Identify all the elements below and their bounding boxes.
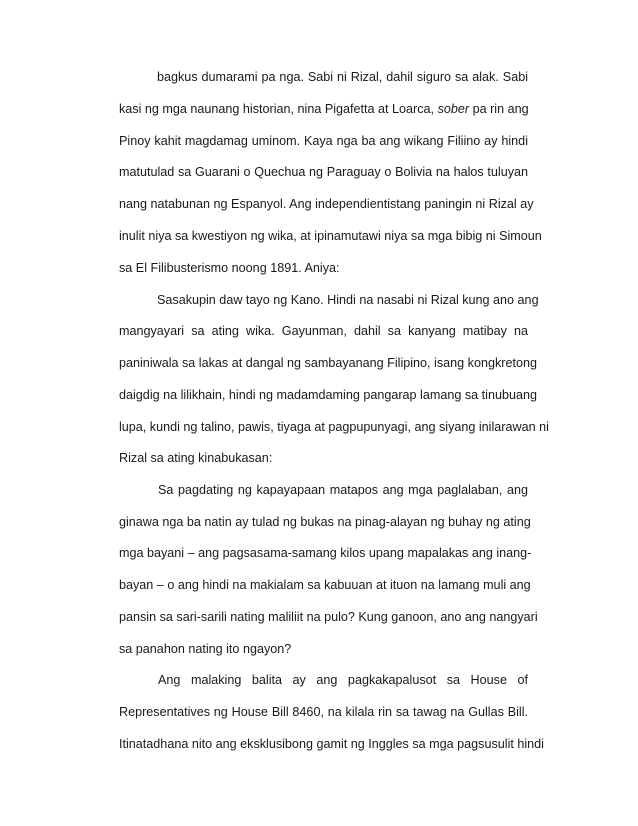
paragraph-2-line-2: mangyayari sa ating wika. Gayunman, dahil sa kanyang matibay na <box>119 324 528 338</box>
paragraph-2-line-4: daigdig na lilikhain, hindi ng madamdaming pangarap lamang sa tinubuang <box>119 388 537 402</box>
italic-term: sober <box>437 102 470 116</box>
text-segment: pa rin ang <box>469 102 529 116</box>
paragraph-4-line-3: Itinatadhana nito ang eksklusibong gamit ng Inggles sa mga pagsusulit hindi <box>119 737 544 751</box>
paragraph-2-line-6: Rizal sa ating kinabukasan: <box>119 451 273 465</box>
paragraph-2-line-1: Sasakupin daw tayo ng Kano. Hindi na nasabi ni Rizal kung ano ang <box>157 293 539 307</box>
paragraph-1-line-2 <box>119 101 528 117</box>
paragraph-1-line-1: bagkus dumarami pa nga. Sabi ni Rizal, dahil siguro sa alak. Sabi <box>157 70 528 84</box>
paragraph-4-line-1: Ang malaking balita ay ang pagkakapalusot sa House of <box>158 673 528 687</box>
paragraph-3-line-4: bayan – o ang hindi na makialam sa kabuuan at ituon na lamang muli ang <box>119 578 531 592</box>
paragraph-2-line-3: paniniwala sa lakas at dangal ng sambayanang Filipino, isang kongkretong <box>119 356 537 370</box>
paragraph-1-line-5: nang natabunan ng Espanyol. Ang independientistang paningin ni Rizal ay <box>119 197 534 211</box>
paragraph-1-line-7: sa El Filibusterismo noong 1891. Aniya: <box>119 261 340 275</box>
paragraph-4-line-2: Representatives ng House Bill 8460, na kilala rin sa tawag na Gullas Bill. <box>119 705 528 719</box>
paragraph-3-line-5: pansin sa sari-sarili nating maliliit na pulo? Kung ganoon, ano ang nangyari <box>119 610 538 624</box>
paragraph-3-line-3: mga bayani – ang pagsasama-samang kilos upang mapalakas ang inang- <box>119 546 532 560</box>
paragraph-1-line-4: matutulad sa Guarani o Quechua ng Paraguay o Bolivia na halos tuluyan <box>119 165 528 179</box>
paragraph-1-line-6: inulit niya sa kwestiyon ng wika, at ipinamutawi niya sa mga bibig ni Simoun <box>119 229 542 243</box>
paragraph-2-line-5: lupa, kundi ng talino, pawis, tiyaga at pagpupunyagi, ang siyang inilarawan ni <box>119 420 549 434</box>
text-segment: kasi ng mga naunang historian, nina Pigafetta at Loarca, <box>119 102 438 116</box>
paragraph-3-line-6: sa panahon nating ito ngayon? <box>119 642 292 656</box>
paragraph-3-line-1: Sa pagdating ng kapayapaan matapos ang mga paglalaban, ang <box>158 483 528 497</box>
paragraph-1-line-3: Pinoy kahit magdamag uminom. Kaya nga ba ang wikang Filiino ay hindi <box>119 134 528 148</box>
paragraph-3-line-2: ginawa nga ba natin ay tulad ng bukas na pinag-alayan ng buhay ng ating <box>119 515 531 529</box>
